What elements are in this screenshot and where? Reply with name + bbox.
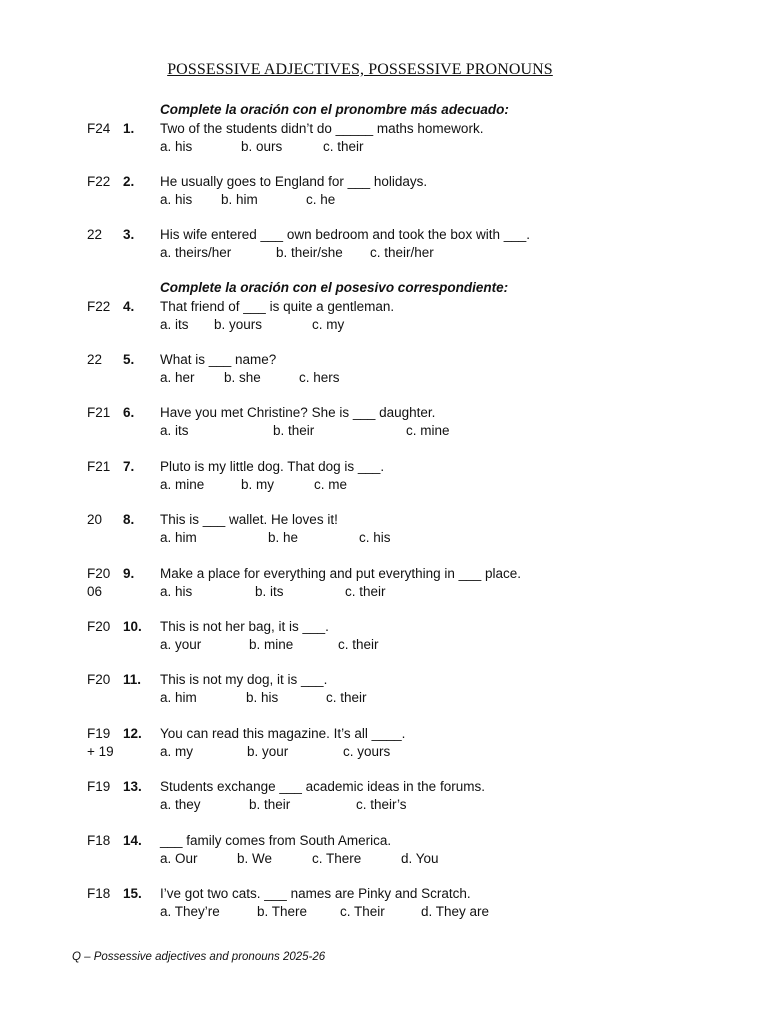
option-a: a. your [160,637,202,652]
page-footer: Q – Possessive adjectives and pronouns 2025-26 [72,951,326,963]
option-a: a. theirs/her [160,245,232,260]
question-code: F18 [87,886,111,901]
option-a: a. mine [160,477,205,492]
question-code: F21 [87,459,111,474]
question-code: F24 [87,121,111,136]
option-c: c. mine [406,423,450,438]
question-number: 13. [123,779,142,794]
option-c: c. hers [299,370,340,385]
question-text: What is ___ name? [160,352,277,367]
question-item [0,671,768,709]
option-b: b. We [237,851,273,866]
question-text: Make a place for everything and put everything in ___ place. [160,566,521,581]
option-b: b. ours [241,139,283,154]
question-code: F18 [87,833,111,848]
question-number: 15. [123,886,142,901]
question-number: 6. [123,405,135,420]
question-item [0,120,768,158]
question-text: Have you met Christine? She is ___ daughter. [160,405,436,420]
question-item [0,725,768,763]
option-b: b. him [221,192,258,207]
option-c: c. his [359,530,391,545]
option-a: a. they [160,797,201,812]
option-c: c. their [326,690,367,705]
question-item [0,885,768,923]
option-a: a. its [160,423,189,438]
option-d: d. You [401,851,439,866]
question-number: 9. [123,566,135,581]
page-title: POSSESSIVE ADJECTIVES, POSSESSIVE PRONOUNS [167,61,553,78]
question-number: 7. [123,459,135,474]
option-c: c. he [306,192,336,207]
option-b: b. There [257,904,308,919]
option-c: c. There [312,851,362,866]
question-text: You can read this magazine. It’s all ____. [160,726,406,741]
question-number: 4. [123,299,135,314]
option-c: c. their [338,637,379,652]
question-item [0,298,768,336]
option-c: c. their’s [356,797,407,812]
option-a: a. his [160,584,193,599]
question-number: 5. [123,352,135,367]
option-b: b. yours [214,317,263,332]
option-b: b. he [268,530,299,545]
question-code-secondary: + 19 [87,744,114,759]
option-a: a. him [160,690,197,705]
question-text: That friend of ___ is quite a gentleman. [160,299,395,314]
question-text: Pluto is my little dog. That dog is ___. [160,459,385,474]
question-number: 12. [123,726,142,741]
option-b: b. she [224,370,261,385]
option-c: c. their/her [370,245,434,260]
question-code: F20 [87,619,111,634]
option-a: a. him [160,530,197,545]
option-c: c. their [323,139,364,154]
option-a: a. They’re [160,904,220,919]
question-code: 20 [87,512,103,527]
question-text: ___ family comes from South America. [160,833,392,848]
question-text: This is ___ wallet. He loves it! [160,512,338,527]
question-code: F19 [87,779,111,794]
option-a: a. my [160,744,194,759]
question-item [0,778,768,816]
option-a: a. its [160,317,189,332]
question-number: 2. [123,174,135,189]
option-c: c. my [312,317,345,332]
question-text: I’ve got two cats. ___ names are Pinky and Scratch. [160,886,471,901]
question-code-secondary: 06 [87,584,103,599]
question-text: He usually goes to England for ___ holidays. [160,174,428,189]
question-number: 1. [123,121,135,136]
instruction-heading: Complete la oración con el posesivo correspondiente: [160,280,509,295]
question-code: 22 [87,352,103,367]
question-item [0,565,768,603]
question-number: 8. [123,512,135,527]
question-item [0,351,768,389]
question-item [0,458,768,496]
instruction-heading: Complete la oración con el pronombre más adecuado: [160,102,509,117]
option-b: b. mine [249,637,294,652]
option-c: c. their [345,584,386,599]
question-item [0,511,768,549]
option-b: b. its [255,584,284,599]
option-a: a. his [160,139,193,154]
option-b: b. your [247,744,289,759]
option-a: a. Our [160,851,198,866]
question-code: F22 [87,299,111,314]
option-b: b. their/she [276,245,343,260]
option-b: b. his [246,690,279,705]
question-text: His wife entered ___ own bedroom and took the box with ___. [160,227,530,242]
question-code: F22 [87,174,111,189]
question-text: Two of the students didn’t do _____ maths homework. [160,121,484,136]
question-item [0,832,768,870]
question-code: F20 [87,566,111,581]
option-b: b. their [273,423,315,438]
question-code: F20 [87,672,111,687]
question-number: 3. [123,227,135,242]
question-code: F21 [87,405,111,420]
option-c: c. yours [343,744,391,759]
question-text: This is not my dog, it is ___. [160,672,328,687]
option-a: a. his [160,192,193,207]
option-b: b. their [249,797,291,812]
question-text: Students exchange ___ academic ideas in the forums. [160,779,485,794]
question-number: 11. [123,672,142,687]
option-b: b. my [241,477,275,492]
question-code: 22 [87,227,103,242]
question-item [0,173,768,211]
question-text: This is not her bag, it is ___. [160,619,329,634]
question-code: F19 [87,726,111,741]
option-c: c. Their [340,904,385,919]
question-number: 14. [123,833,142,848]
question-item [0,404,768,442]
option-c: c. me [314,477,348,492]
question-item [0,226,768,264]
option-d: d. They are [421,904,490,919]
option-a: a. her [160,370,195,385]
question-number: 10. [123,619,142,634]
question-item [0,618,768,656]
